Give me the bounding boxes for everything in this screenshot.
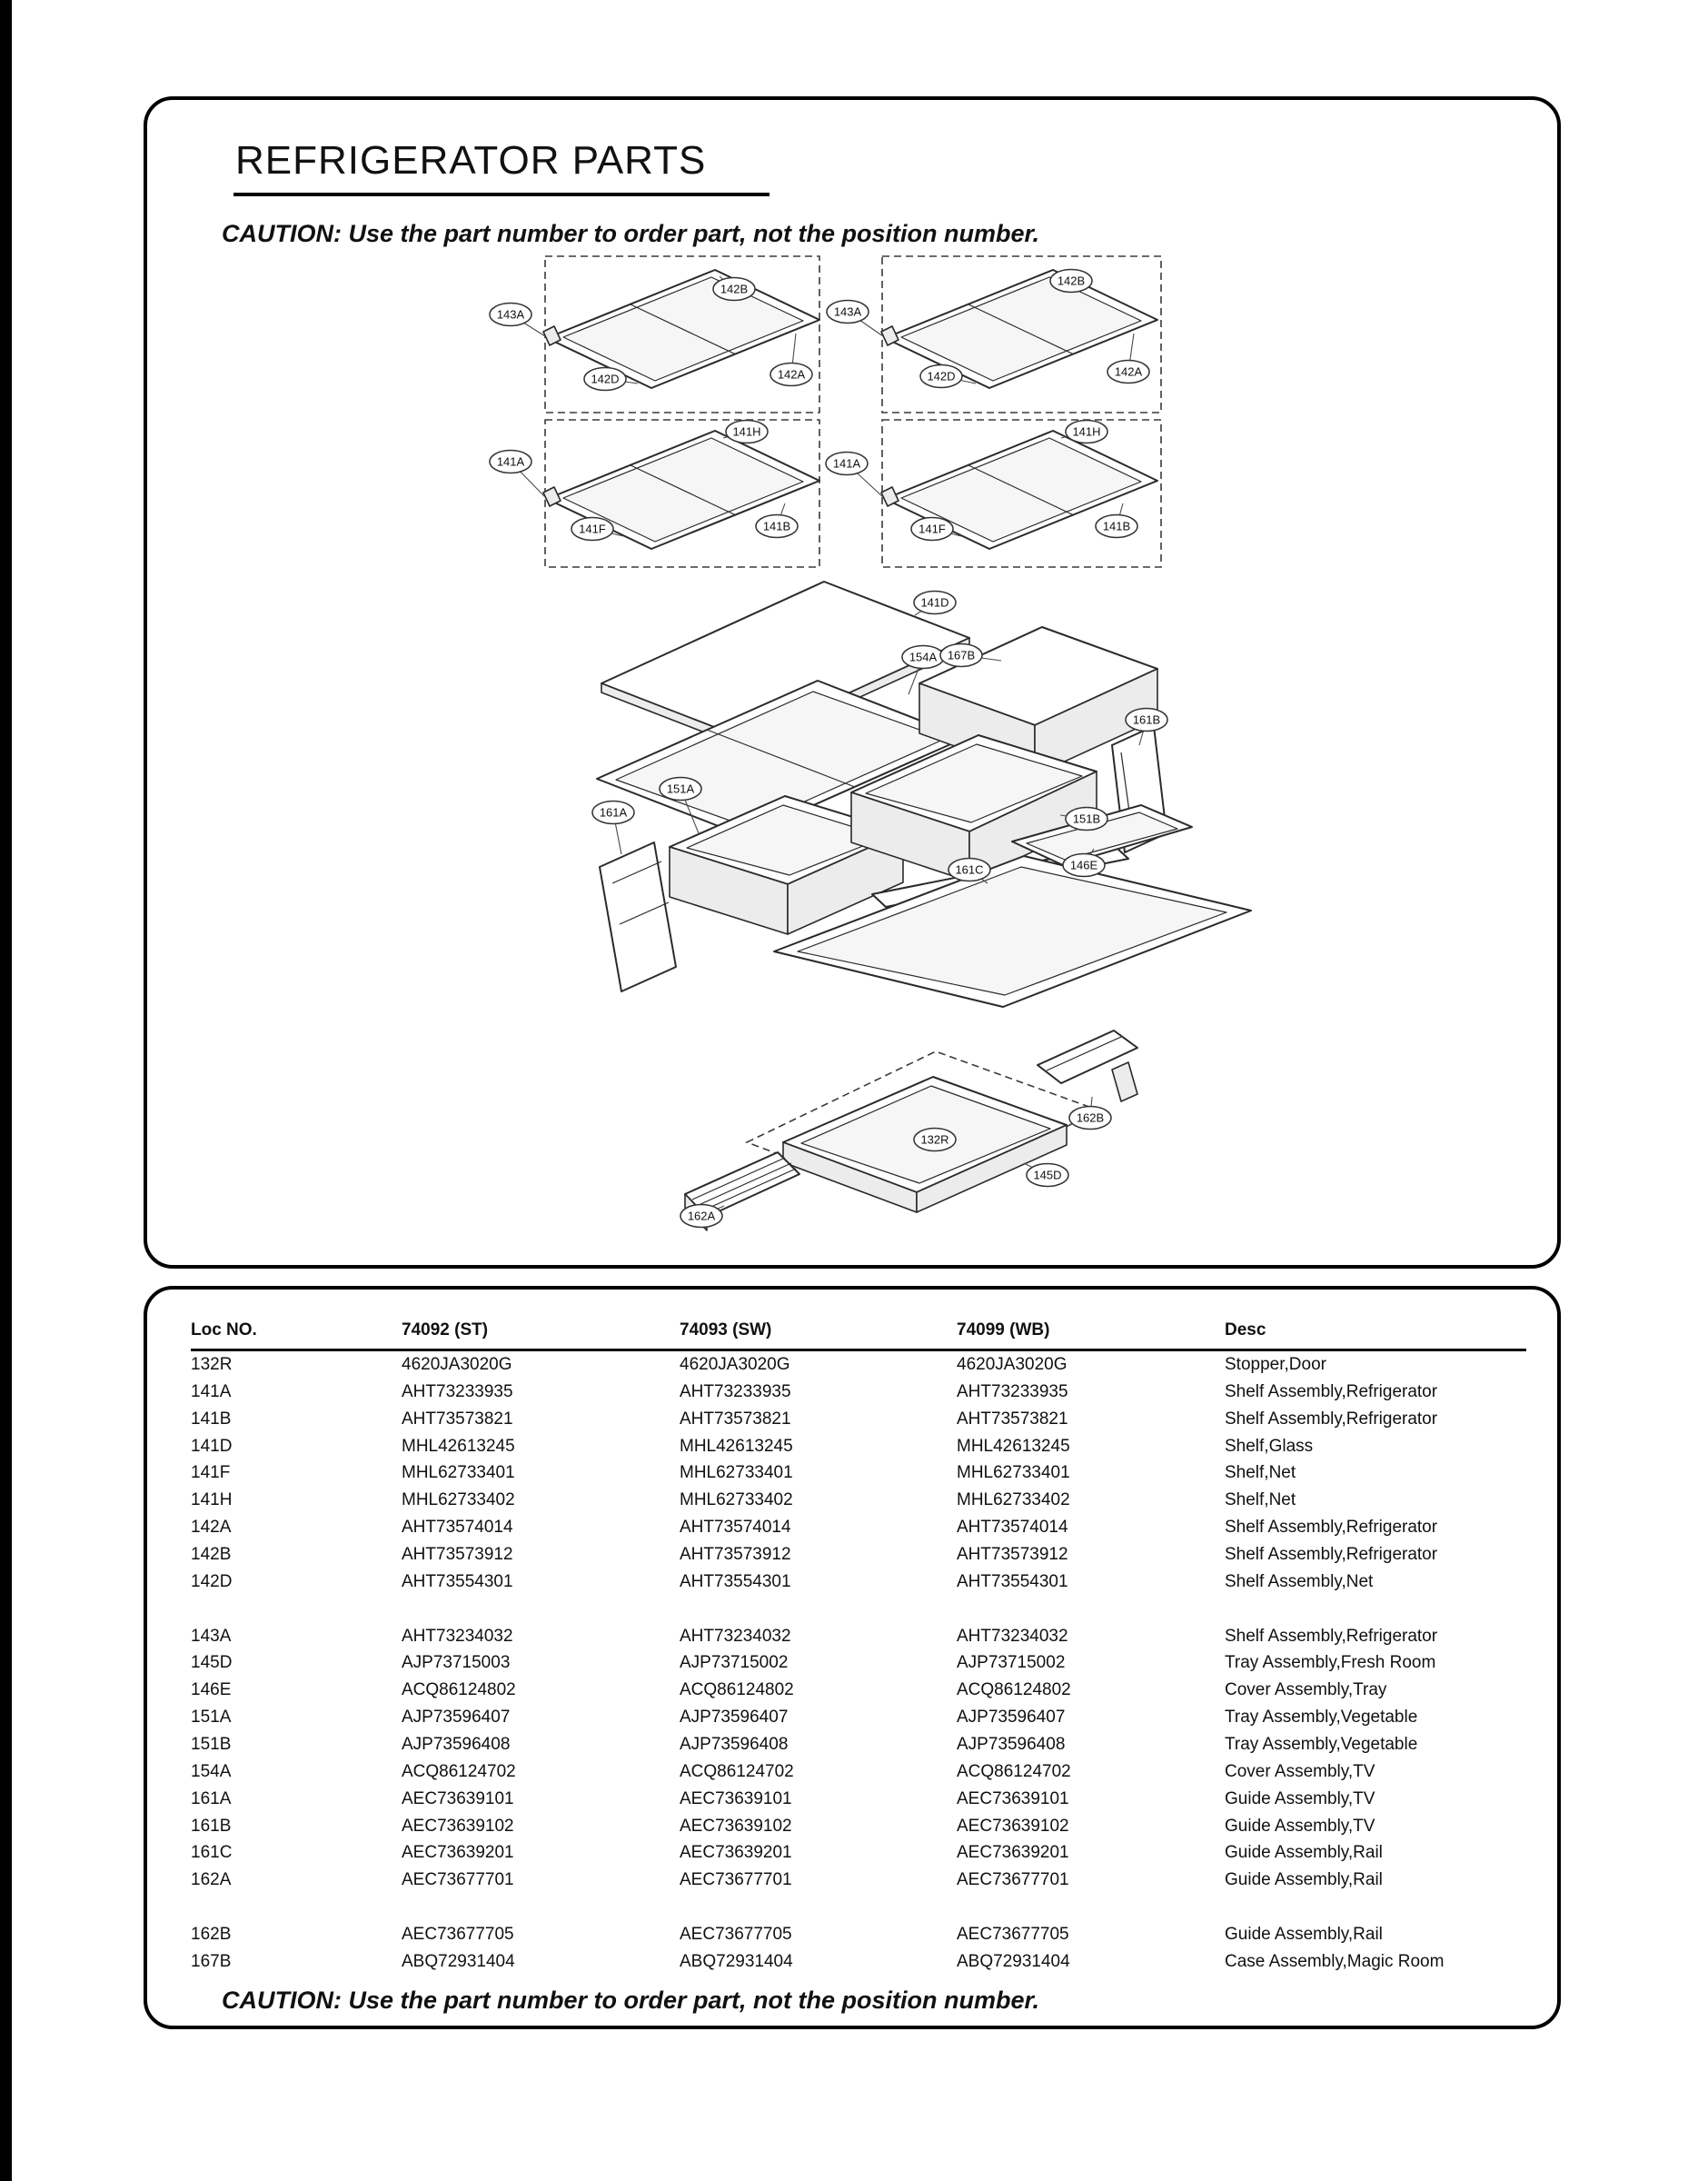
callout-141D-16 (914, 592, 956, 614)
callout-162A-28 (680, 1205, 722, 1228)
callout-141H-9 (726, 421, 768, 443)
callout-142A-7 (1107, 361, 1149, 383)
callout-146E-24 (1063, 854, 1105, 877)
svg-text:161B: 161B (1132, 712, 1161, 727)
svg-text:142A: 142A (1114, 364, 1143, 379)
callout-161A-21 (592, 802, 634, 824)
table-row-161A: 161A AEC73639101 AEC73639101 AEC73639101 Guide Assembly,TV (191, 1788, 1375, 1808)
svg-text:141B: 141B (1102, 519, 1131, 533)
svg-text:132R: 132R (920, 1132, 949, 1147)
column-header-1: 74092 (ST) (402, 1315, 680, 1350)
svg-text:146E: 146E (1069, 858, 1098, 872)
table-row-151B: 151B AJP73596408 AJP73596408 AJP73596408 Tray Assembly,Vegetable (191, 1734, 1418, 1754)
svg-text:141F: 141F (579, 522, 606, 536)
callout-141B-11 (756, 515, 798, 538)
guide-rail-162b (1038, 1031, 1137, 1101)
table-row-141F: 141F MHL62733401 MHL62733401 MHL62733401 Shelf,Net (191, 1463, 1296, 1483)
table-row-142D: 142D AHT73554301 AHT73554301 AHT73554301 Shelf Assembly,Net (191, 1571, 1374, 1591)
callout-142D-6 (920, 365, 962, 388)
svg-text:142D: 142D (591, 372, 620, 386)
table-row-162B: 162B AEC73677705 AEC73677705 AEC73677705 Guide Assembly,Rail (191, 1925, 1383, 1945)
svg-text:154A: 154A (909, 650, 938, 664)
column-header-3: 74099 (WB) (957, 1315, 1225, 1350)
guide-assembly-161a (600, 842, 676, 991)
callout-141A-12 (826, 453, 868, 475)
svg-text:143A: 143A (833, 304, 862, 319)
svg-text:141D: 141D (920, 595, 949, 610)
callout-151A-20 (660, 778, 701, 801)
table-row-142A: 142A AHT73574014 AHT73574014 AHT73574014 Shelf Assembly,Refrigerator (191, 1518, 1438, 1538)
table-spacer-row (191, 1894, 1526, 1921)
svg-text:161A: 161A (599, 805, 628, 820)
svg-text:142B: 142B (720, 282, 749, 296)
svg-text:141A: 141A (832, 456, 861, 471)
table-row-161B: 161B AEC73639102 AEC73639102 AEC73639102 Guide Assembly,TV (191, 1816, 1375, 1836)
callout-151B-22 (1066, 808, 1107, 831)
svg-text:143A: 143A (496, 307, 525, 322)
table-row-143A: 143A AHT73234032 AHT73234032 AHT73234032 Shelf Assembly,Refrigerator (191, 1626, 1438, 1646)
svg-text:161C: 161C (955, 862, 984, 877)
svg-text:141B: 141B (762, 519, 791, 533)
callout-141B-15 (1096, 515, 1137, 538)
column-header-2: 74093 (SW) (680, 1315, 957, 1350)
exploded-diagram-svg (147, 247, 1557, 1267)
svg-text:142D: 142D (927, 369, 956, 383)
svg-text:151B: 151B (1072, 812, 1101, 826)
callout-142B-5 (1050, 270, 1092, 293)
table-row-146E: 146E ACQ86124802 ACQ86124802 ACQ86124802 Cover Assembly,Tray (191, 1680, 1387, 1700)
svg-text:141F: 141F (919, 522, 946, 536)
table-row-141B: 141B AHT73573821 AHT73573821 AHT73573821 Shelf Assembly,Refrigerator (191, 1409, 1438, 1429)
table-row-132R: 132R 4620JA3020G 4620JA3020G 4620JA3020G Stopper,Door (191, 1355, 1326, 1374)
table-row-141D: 141D MHL42613245 MHL42613245 MHL42613245 Shelf,Glass (191, 1436, 1314, 1456)
page-title: REFRIGERATOR PARTS (233, 138, 770, 196)
page-binding-edge (0, 0, 12, 2181)
callout-141A-8 (490, 451, 531, 473)
table-row-162A: 162A AEC73677701 AEC73677701 AEC73677701 Guide Assembly,Rail (191, 1870, 1383, 1890)
table-row-167B: 167B ABQ72931404 ABQ72931404 ABQ72931404 Case Assembly,Magic Room (191, 1951, 1445, 1971)
table-panel (144, 1286, 1561, 2029)
svg-text:162B: 162B (1076, 1110, 1105, 1125)
table-row-161C: 161C AEC73639201 AEC73639201 AEC73639201 Guide Assembly,Rail (191, 1843, 1383, 1863)
callout-143A-4 (827, 301, 869, 324)
table-row-154A: 154A ACQ86124702 ACQ86124702 ACQ86124702 Cover Assembly,TV (191, 1761, 1375, 1781)
parts-diagram (147, 247, 1557, 1267)
callout-141F-10 (571, 518, 613, 541)
svg-text:151A: 151A (666, 782, 695, 796)
callout-145D-27 (1027, 1164, 1068, 1187)
diagram-panel (144, 96, 1561, 1269)
caution-top: CAUTION: Use the part number to order part, not the position number. (222, 220, 1040, 247)
table-row-145D: 145D AJP73715003 AJP73715002 AJP73715002 Tray Assembly,Fresh Room (191, 1653, 1436, 1673)
table-row-141H: 141H MHL62733402 MHL62733402 MHL62733402 Shelf,Net (191, 1490, 1296, 1510)
callout-143A-0 (490, 304, 531, 326)
callout-161C-23 (948, 859, 990, 881)
svg-text:141A: 141A (496, 454, 525, 469)
svg-text:142B: 142B (1057, 274, 1086, 288)
caution-bottom: CAUTION: Use the part number to order part, not the position number. (222, 1986, 1040, 2014)
table-row-141A: 141A AHT73233935 AHT73233935 AHT73233935 Shelf Assembly,Refrigerator (191, 1381, 1438, 1401)
svg-text:167B: 167B (947, 648, 976, 662)
callout-142D-2 (584, 368, 626, 391)
parts-table (191, 1315, 1526, 1976)
callout-142A-3 (770, 364, 812, 386)
callout-142B-1 (713, 278, 755, 301)
column-header-0: Loc NO. (191, 1315, 402, 1350)
table-spacer-row (191, 1596, 1526, 1623)
callout-141H-13 (1066, 421, 1107, 443)
table-row-142B: 142B AHT73573912 AHT73573912 AHT73573912 Shelf Assembly,Refrigerator (191, 1544, 1438, 1564)
svg-text:145D: 145D (1033, 1168, 1062, 1182)
callout-141F-14 (911, 518, 953, 541)
callout-154A-17 (902, 646, 944, 669)
svg-text:141H: 141H (732, 424, 761, 439)
svg-text:162A: 162A (687, 1209, 716, 1223)
table-row-151A: 151A AJP73596407 AJP73596407 AJP73596407 Tray Assembly,Vegetable (191, 1708, 1418, 1728)
svg-text:141H: 141H (1072, 424, 1101, 439)
callout-162B-25 (1069, 1107, 1111, 1130)
column-header-4: Desc (1225, 1315, 1526, 1350)
callout-132R-26 (914, 1129, 956, 1151)
callout-161B-19 (1126, 709, 1167, 732)
table-header-row (191, 1315, 1526, 1350)
callout-167B-18 (940, 644, 982, 667)
svg-text:142A: 142A (777, 367, 806, 382)
